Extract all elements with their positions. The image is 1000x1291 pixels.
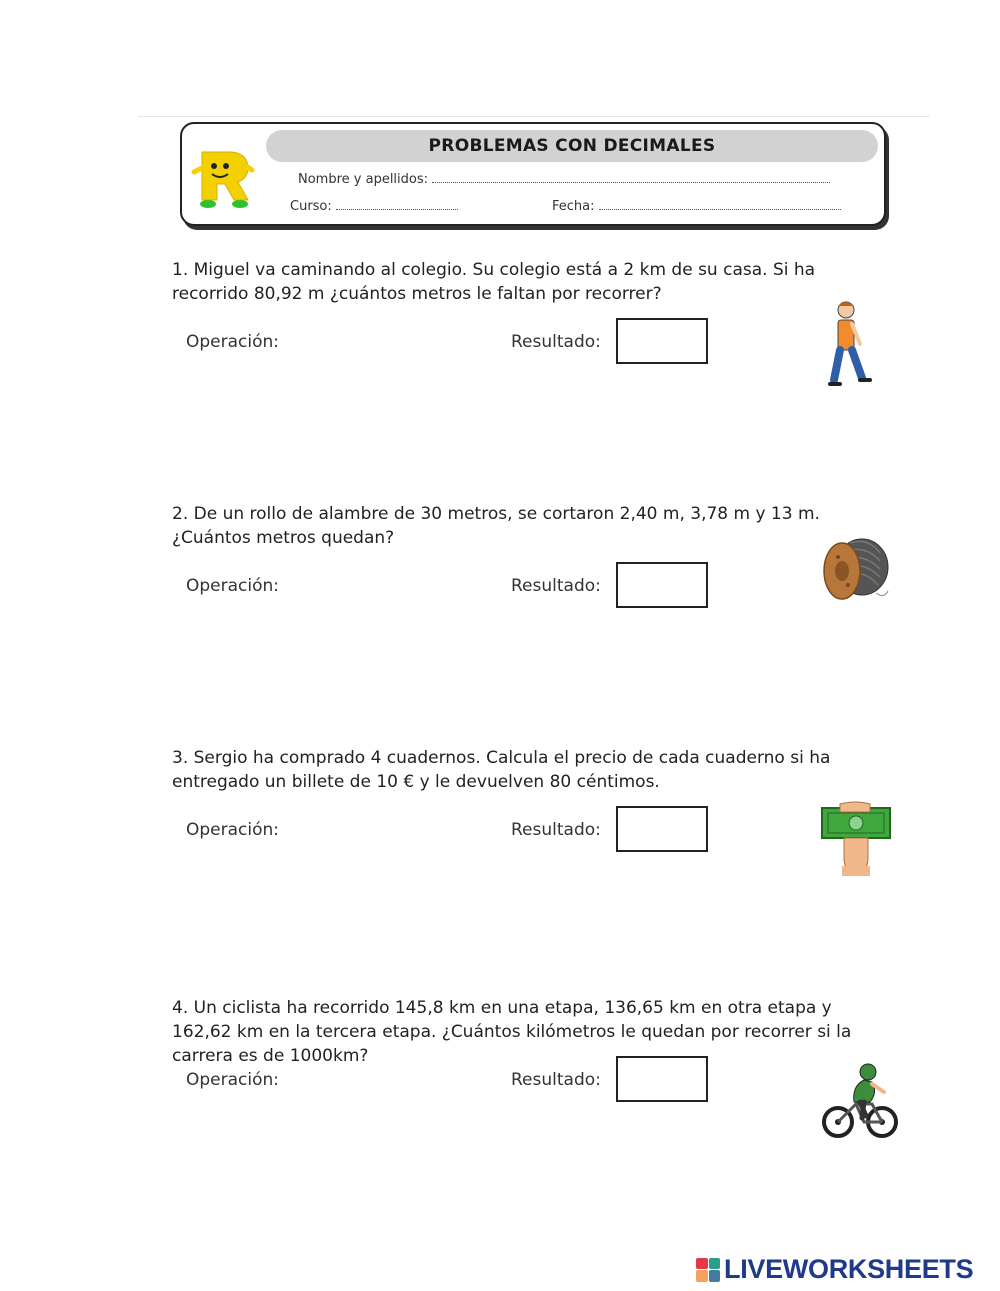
course-blank[interactable] bbox=[336, 199, 458, 210]
problem-4-text: 4. Un ciclista ha recorrido 145,8 km en una etapa, 136,65 km en otra etapa y 162,62 km en la tercera etapa. ¿Cuántos kilómetros le quedan por recorrer si la carrera es de 1000km? bbox=[172, 998, 852, 1066]
problem-2 bbox=[172, 502, 892, 596]
worksheet-header bbox=[180, 122, 886, 226]
date-label: Fecha: bbox=[552, 199, 595, 214]
name-field[interactable] bbox=[298, 172, 830, 187]
problem-2-result-label: Resultado: bbox=[511, 576, 601, 596]
liveworksheets-logo bbox=[696, 1254, 973, 1285]
course-label: Curso: bbox=[290, 199, 332, 214]
problem-1-answer-input[interactable] bbox=[616, 318, 708, 364]
problem-3-result-label: Resultado: bbox=[511, 820, 601, 840]
wire-spool-icon bbox=[816, 535, 896, 607]
problem-2-answer-input[interactable] bbox=[616, 562, 708, 608]
problem-3-text: 3. Sergio ha comprado 4 cuadernos. Calcula el precio de cada cuaderno si ha entregado un billete de 10 € y le devuelven 80 céntimos. bbox=[172, 748, 831, 792]
cyclist-icon bbox=[820, 1062, 900, 1142]
hand-with-bill-icon bbox=[820, 800, 892, 878]
problem-4-operation-label: Operación: bbox=[186, 1070, 280, 1090]
problem-1-result-label: Resultado: bbox=[511, 332, 601, 352]
problem-4-result-label: Resultado: bbox=[511, 1070, 601, 1090]
date-field[interactable] bbox=[552, 199, 841, 214]
mascot-r-icon bbox=[188, 144, 258, 212]
problem-4 bbox=[172, 996, 892, 1090]
name-label: Nombre y apellidos: bbox=[298, 172, 429, 187]
date-blank[interactable] bbox=[599, 199, 841, 210]
problem-1 bbox=[172, 258, 892, 352]
problem-3 bbox=[172, 746, 892, 840]
problem-2-text: 2. De un rollo de alambre de 30 metros, se cortaron 2,40 m, 3,78 m y 13 m. ¿Cuántos metros quedan? bbox=[172, 504, 820, 548]
problem-3-answer-input[interactable] bbox=[616, 806, 708, 852]
problem-1-operation-label: Operación: bbox=[186, 332, 280, 352]
problem-3-operation-label: Operación: bbox=[186, 820, 280, 840]
course-field[interactable] bbox=[290, 199, 458, 214]
name-blank[interactable] bbox=[432, 172, 830, 183]
page-top-rule bbox=[138, 116, 930, 117]
liveworksheets-brand-text: LIVEWORKSHEETS bbox=[724, 1254, 974, 1284]
worksheet-title: PROBLEMAS CON DECIMALES bbox=[266, 130, 878, 162]
walking-person-icon bbox=[826, 300, 872, 392]
problem-4-answer-input[interactable] bbox=[616, 1056, 708, 1102]
liveworksheets-mark-icon bbox=[696, 1258, 720, 1282]
problem-2-operation-label: Operación: bbox=[186, 576, 280, 596]
problem-1-text: 1. Miguel va caminando al colegio. Su colegio está a 2 km de su casa. Si ha recorrido 80,92 m ¿cuántos metros le faltan por recorrer? bbox=[172, 260, 816, 304]
